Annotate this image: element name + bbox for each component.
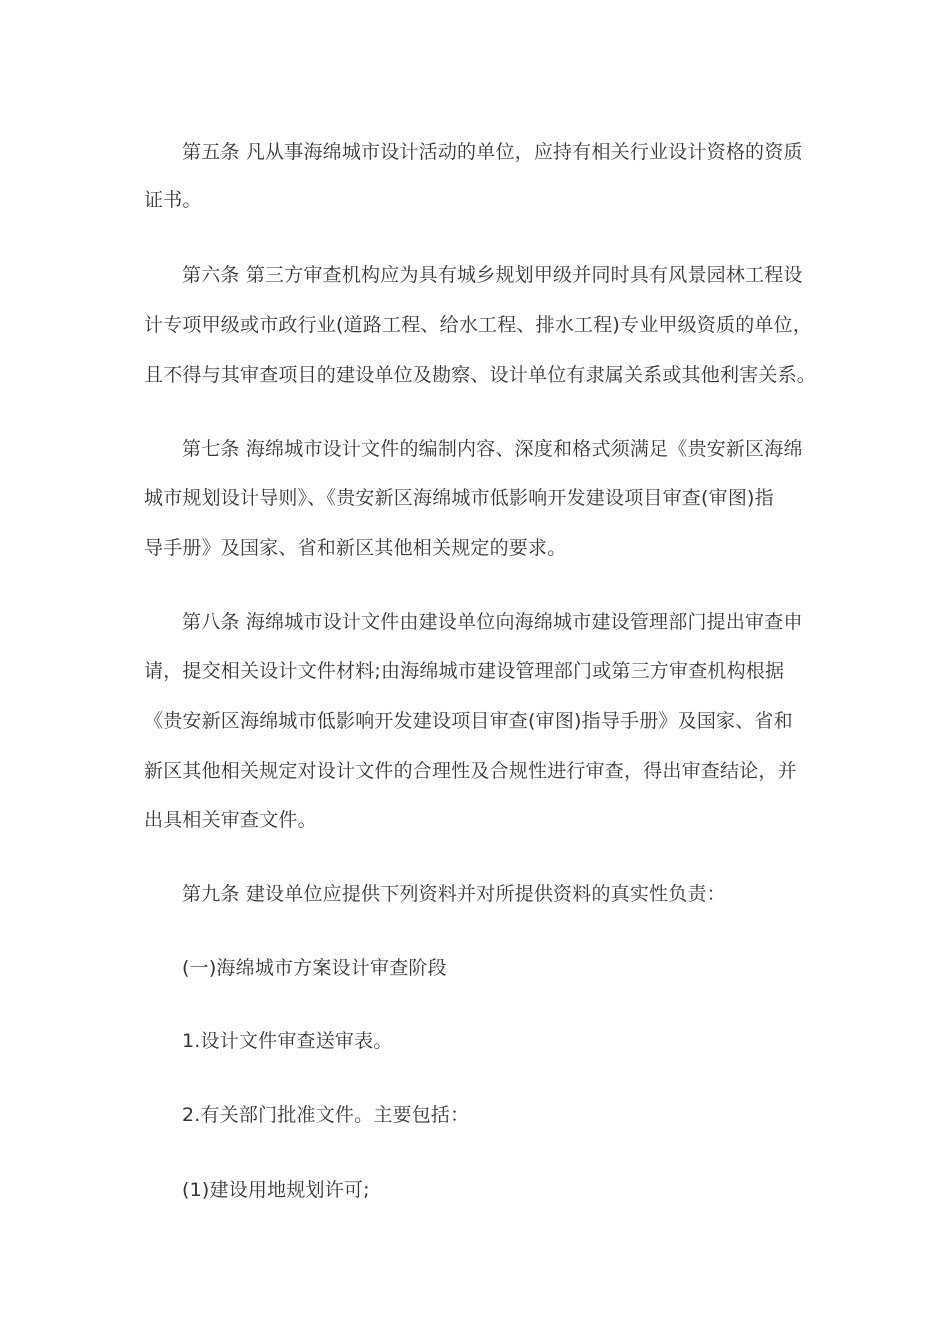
article-9-line-1: 第九条 建设单位应提供下列资料并对所提供资料的真实性负责： bbox=[182, 883, 726, 905]
article-8-line-1: 第八条 海绵城市设计文件由建设单位向海绵城市建设管理部门提出审查申 bbox=[182, 611, 803, 633]
article-8-line-2: 请，提交相关设计文件材料;由海绵城市建设管理部门或第三方审查机构根据 bbox=[144, 660, 785, 682]
article-6-line-3: 且不得与其审查项目的建设单位及勘察、设计单位有隶属关系或其他利害关系。 bbox=[144, 364, 817, 386]
sub-item-1: (1)建设用地规划许可; bbox=[182, 1179, 370, 1201]
article-7-line-2: 城市规划设计导则》、《贵安新区海绵城市低影响开发建设项目审查(审图)指 bbox=[144, 487, 774, 509]
item-1: 1.设计文件审查送审表。 bbox=[182, 1030, 393, 1052]
item-2: 2.有关部门批准文件。主要包括： bbox=[182, 1104, 470, 1126]
article-8-line-3: 《贵安新区海绵城市低影响开发建设项目审查(审图)指导手册》及国家、省和 bbox=[144, 710, 793, 732]
article-8-line-4: 新区其他相关规定对设计文件的合理性及合规性进行审查，得出审查结论，并 bbox=[144, 760, 797, 782]
article-6-line-2: 计专项甲级或市政行业(道路工程、给水工程、排水工程)专业甲级资质的单位， bbox=[144, 314, 813, 336]
article-6-line-1: 第六条 第三方审查机构应为具有城乡规划甲级并同时具有风景园林工程设 bbox=[182, 264, 803, 286]
article-5-line-2: 证书。 bbox=[144, 189, 202, 211]
article-7-line-3: 导手册》及国家、省和新区其他相关规定的要求。 bbox=[144, 537, 567, 559]
article-8-line-5: 出具相关审查文件。 bbox=[144, 809, 317, 831]
article-5-line-1: 第五条 凡从事海绵城市设计活动的单位，应持有相关行业设计资格的资质 bbox=[182, 141, 803, 163]
article-7-line-1: 第七条 海绵城市设计文件的编制内容、深度和格式须满足《贵安新区海绵 bbox=[182, 438, 803, 460]
section-1-heading: (一)海绵城市方案设计审查阶段 bbox=[182, 957, 447, 979]
